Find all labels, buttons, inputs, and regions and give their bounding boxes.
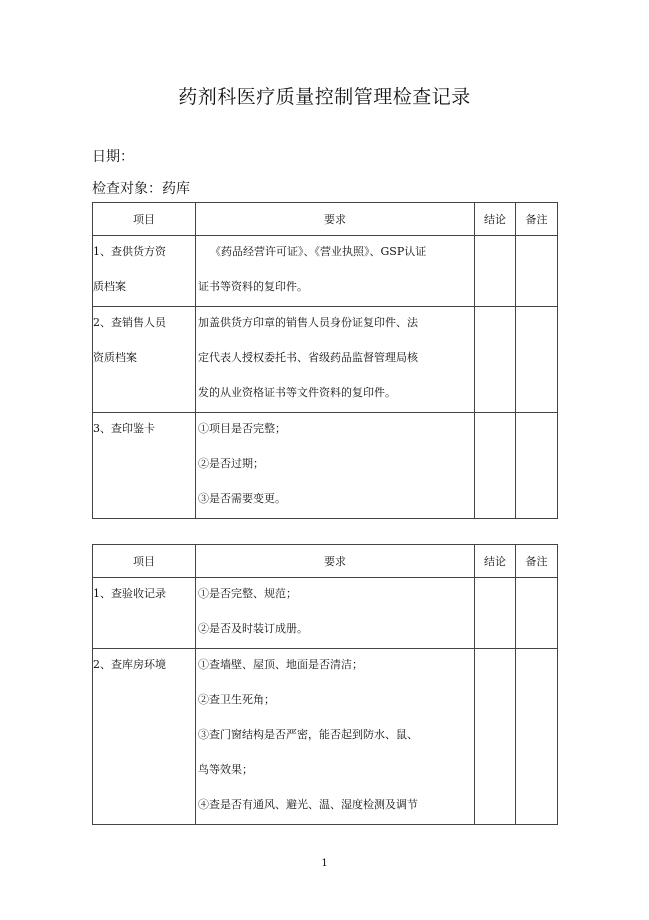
row-conclusion[interactable] [475, 307, 516, 413]
row-item [93, 413, 196, 519]
header-item: 项目 [93, 545, 196, 578]
row-requirement [196, 578, 475, 649]
table-header-row [93, 545, 558, 578]
item-line: 质档案 [93, 280, 126, 293]
header-remark: 备注 [516, 203, 558, 236]
inspection-table-1 [92, 202, 558, 519]
row-conclusion[interactable] [475, 649, 516, 825]
requirement-line: ③是否需要变更。 [198, 492, 286, 505]
inspection-target: 检查对象：药库 [92, 181, 190, 197]
requirement-line: 定代表人授权委托书、省级药品监督管理局核 [198, 351, 418, 364]
page-title: 药剂科医疗质量控制管理检查记录 [178, 86, 471, 108]
requirement-line: 证书等资料的复印件。 [198, 280, 308, 293]
requirement-line: 发的从业资格证书等文件资料的复印件。 [198, 386, 396, 399]
header-requirement: 要求 [196, 203, 475, 236]
row-requirement [196, 649, 475, 825]
requirement-line: 《药品经营许可证》、《营业执照》、GSP认证 [210, 245, 427, 258]
row-remark[interactable] [516, 307, 558, 413]
item-line: 1、查供货方资 [93, 245, 166, 258]
header-conclusion: 结论 [475, 203, 516, 236]
requirement-line: ②是否及时装订成册。 [198, 622, 308, 635]
table-row [93, 649, 558, 825]
row-conclusion[interactable] [475, 236, 516, 307]
header-item: 项目 [93, 203, 196, 236]
row-conclusion[interactable] [475, 413, 516, 519]
date-label: 日期： [92, 149, 134, 165]
row-remark[interactable] [516, 236, 558, 307]
item-line: 3、查印鉴卡 [93, 422, 155, 435]
requirement-line: ④查是否有通风、避光、温、湿度检测及调节 [198, 798, 418, 811]
requirement-line: ②是否过期； [198, 457, 264, 470]
item-line: 2、查库房环境 [93, 658, 166, 671]
row-conclusion[interactable] [475, 578, 516, 649]
table-row [93, 413, 558, 519]
requirement-line: 鸟等效果； [198, 763, 253, 776]
header-conclusion: 结论 [475, 545, 516, 578]
row-item [93, 236, 196, 307]
item-line: 2、查销售人员 [93, 316, 166, 329]
requirement-line: ③查门窗结构是否严密，能否起到防水、鼠、 [198, 728, 418, 741]
row-requirement [196, 413, 475, 519]
table-row [93, 307, 558, 413]
header-requirement: 要求 [196, 545, 475, 578]
row-requirement [196, 307, 475, 413]
inspection-table-2 [92, 544, 558, 825]
row-item [93, 578, 196, 649]
page-number: 1 [321, 858, 328, 869]
row-item [93, 649, 196, 825]
row-item [93, 307, 196, 413]
requirement-line: ①是否完整、规范； [198, 587, 297, 600]
header-remark: 备注 [516, 545, 558, 578]
item-line: 1、查验收记录 [93, 587, 166, 600]
table-header-row [93, 203, 558, 236]
requirement-line: ①查墙壁、屋顶、地面是否清洁； [198, 658, 363, 671]
row-remark[interactable] [516, 649, 558, 825]
requirement-line: 加盖供货方印章的销售人员身份证复印件、法 [198, 316, 418, 329]
table-row [93, 578, 558, 649]
requirement-line: ①项目是否完整； [198, 422, 286, 435]
row-remark[interactable] [516, 578, 558, 649]
requirement-line: ②查卫生死角； [198, 693, 275, 706]
table-row [93, 236, 558, 307]
item-line: 资质档案 [93, 351, 137, 364]
row-remark[interactable] [516, 413, 558, 519]
row-requirement [196, 236, 475, 307]
